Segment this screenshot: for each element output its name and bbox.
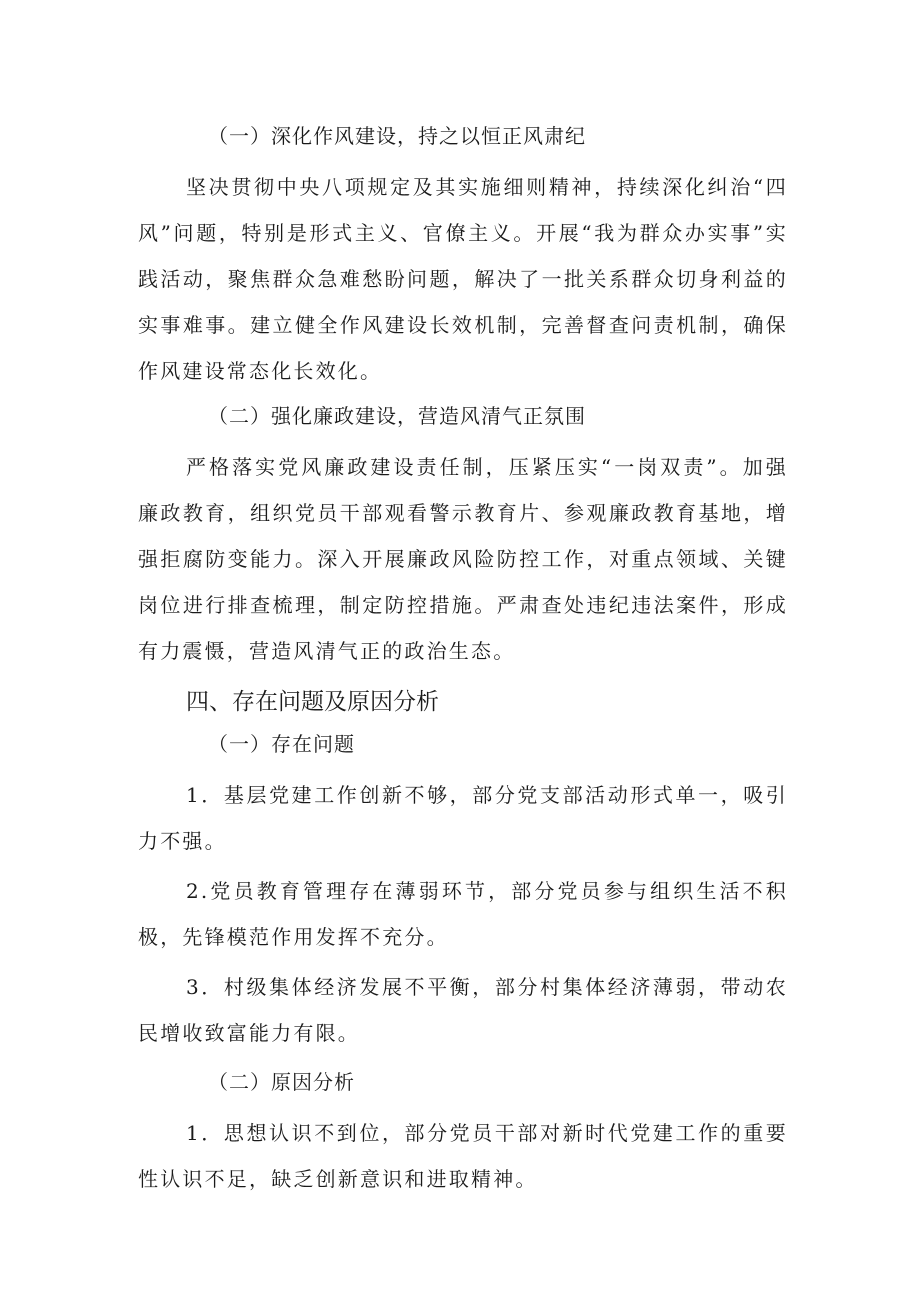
subheading-integrity-building: （二）强化廉政建设，营造风清气正氛围 xyxy=(208,404,586,428)
document-body xyxy=(138,118,788,1202)
section-heading-problems-analysis: 四、存在问题及原因分析 xyxy=(186,689,439,715)
list-item-problem-1: 1．基层党建工作创新不够，部分党支部活动形式单一，吸引力不强。 xyxy=(138,783,788,853)
subheading-existing-problems: （一）存在问题 xyxy=(208,732,355,756)
subheading-style-building: （一）深化作风建设，持之以恒正风肃纪 xyxy=(208,124,586,148)
paragraph-style-building: 坚决贯彻中央八项规定及其实施细则精神，持续深化纠治“四风”问题，特别是形式主义、官僚主义。开展“我为群众办实事”实践活动，聚焦群众急难愁盼问题，解决了一批关系群众切身利益的实事难事。建立健全作风建设长效机制，完善督查问责机制，确保作风建设常态化长效化。 xyxy=(138,175,788,383)
list-item-cause-1: 1．思想认识不到位，部分党员干部对新时代党建工作的重要性认识不足，缺乏创新意识和进取精神。 xyxy=(138,1121,788,1191)
subheading-cause-analysis: （二）原因分析 xyxy=(208,1070,355,1094)
paragraph-integrity-building: 严格落实党风廉政建设责任制，压紧压实“一岗双责”。加强廉政教育，组织党员干部观看警示教育片、参观廉政教育基地，增强拒腐防变能力。深入开展廉政风险防控工作，对重点领域、关键岗位进行排查梳理，制定防控措施。严肃查处违纪违法案件，形成有力震慑，营造风清气正的政治生态。 xyxy=(138,455,788,663)
list-item-problem-3: 3．村级集体经济发展不平衡，部分村集体经济薄弱，带动农民增收致富能力有限。 xyxy=(138,975,788,1045)
list-item-problem-2: 2.党员教育管理存在薄弱环节，部分党员参与组织生活不积极，先锋模范作用发挥不充分。 xyxy=(138,879,788,949)
